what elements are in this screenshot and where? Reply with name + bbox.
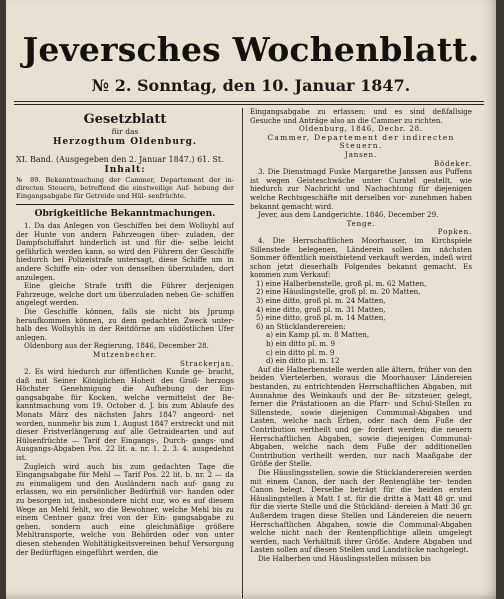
list-item: 6) an Stücklanderereien: (256, 321, 346, 331)
signature-popken: Popken. (437, 227, 472, 237)
list-item: a) ein Kamp pl. m. 8 Matten, (266, 330, 370, 340)
list-item: 3) eine ditto, groß pl. m. 24 Matten, (256, 296, 386, 306)
section-heading-obrigkeitliche: Obrigkeitliche Bekanntmachungen. (34, 209, 216, 219)
notice-2-date: Oldenburg, 1846, Decbr. 28. (299, 124, 423, 134)
sale-list (250, 280, 472, 366)
notice-4-paragraph-4: Die Halberben und Häuslingsstellen müssen bis (258, 553, 431, 563)
cammer-department: Cammer, Departement der indirecten Steuern. (267, 132, 455, 151)
notice-1-paragraph-2: Eine gleiche Strafe trifft die Führer derjenigen Fahrzeuge, welche dort um überzuladen neben Ge- schiffen angelegt werden. (16, 281, 234, 308)
notice-2-paragraph: 2. Es wird hiedurch zur öffentlichen Kunde ge- bracht, daß mit Seiner Königlichen Hoheit des Groß- herzogs Höchster Genehmigung die Aufhebung der Ein- gangsabgabe für Kocken, welche vermittelst der Be- kanntmachung vom 19. October d. J. bis zum Ablaufe des Monats März des nächsten Jahrs 1847 angeord- net worden, nunmehr bis zum 1. August 1847 erstreckt und mit dieser Fristverlängerung auf alle Getraidearten und auf Hülsenfrüchte — Tarif der Eingangs-, Durch- gangs- und Ausgangs-Abgaben Pos. 22 lit. a. nr. 1. 2. 3. 4. ausgedehnt ist. (16, 367, 234, 463)
signature-boedeker: Bödeker. (434, 158, 472, 168)
notice-1-paragraph: 1. Da das Anlegen von Geschiffen bei dem Wollsyhl auf der Hunte von andern Fahrzeugen über- zuladen, der Dampfschiffahrt hinderlich ist und für die- selbe leicht gefährlich werden kann, so wird den Führern der Geschiffe hiedurch bei Polizeistrafe untersagt, diese Schiffe um in andere Schiffe ein- oder von denselben überzuladen, dort anzulegen. (16, 221, 234, 282)
gesetzblatt-band: XI. Band. (Ausgegeben den 2. Januar 1847.) 61. St. (16, 155, 224, 164)
masthead-title: Jeversches Wochenblatt. (22, 30, 480, 69)
issue-line: № 2. Sonntag, den 10. Januar 1847. (91, 76, 411, 95)
notice-4-paragraph-2: Auf die Halberbenstelle werden alle ältern, früher von den beiden Viertelerben, woraus die Moorhauser Ländereien bestanden, zu entrichtenden Herrschaftlichen Abgaben, mit Ausnahme des Weinkaufs und der Be- sitzsteuer, gelegt, ferner die Prästationen an die Pfarr- und Schul-Stellen zu Sillenstede, sowie diejenigen Communal-Abgaben und Lasten, welche nach Erben, oder nach dem Fuße der Contribution vertheilt und ge- fordert werden; die neuern Herrschaftlichen Abgaben, sowie diejenigen Communal-Abgaben, welche nach dem Fuße der additionellen Contribution vertheilt werden, nur nach Maaßgabe der Größe der Stelle. (250, 364, 472, 469)
signature-jansen: Jansen. (345, 149, 377, 159)
left-column (16, 108, 234, 598)
notice-1-paragraph-3: Die Geschiffe können, falls sie nicht bis Jprump heraufkommen können, zu dem gedachten Zweck unter- halb des Wollsyhls in der Reitdörne am südöstlichen Ufer anlegen. (16, 306, 234, 342)
notice-3-date: Jever, aus dem Landgerichte. 1846, December 29. (258, 210, 439, 220)
signature-tenge: Tenge. (346, 218, 376, 228)
list-item: b) ein ditto pl. m. 9 (266, 339, 335, 349)
signature-strackerjan: Strackerjan. (179, 358, 234, 368)
notice-2-continued: Eingangsabgabe zu erlassen; und es sind deßfallsige Gesuche und Anträge also an die Cammer zu richten. (250, 108, 472, 125)
right-column (250, 108, 472, 598)
gesetzblatt-territory: Herzogthum Oldenburg. (52, 137, 198, 147)
gesetzblatt-title: Gesetzblatt (83, 112, 167, 127)
notice-3-paragraph: 3. Die Dienstmagd Fuske Margarethe Janssen aus Puffens ist wegen Geisteschwäche unter Curatel gestellt, wie hiedurch zur Nachricht und Nachachtung für diejenigen welche Rechtsgeschäfte mit derselben vor- zunehmen haben bekannt gemacht wird. (250, 167, 472, 211)
newspaper-page (6, 0, 496, 599)
list-item: 2) eine Häuslingstelle, groß pl. m. 20 Matten, (256, 287, 421, 297)
section-rule (16, 204, 234, 205)
list-item: d) ein ditto pl. m. 12 (266, 356, 340, 366)
notice-1-date: Oldenburg aus der Regierung, 1846, December 28. (24, 341, 209, 351)
signature-mutzenbecher: Mutzenbecher. (93, 349, 157, 359)
list-item: 1) eine Halberbenstelle, groß pl. m. 62 Matten, (256, 278, 427, 288)
gesetzblatt-sub: für das (111, 127, 139, 136)
notice-4-paragraph: 4. Die Herrschaftlichen Moorhauser, im Kirchspiele Sillenstede belegenen, Länderein sollen im nächsten Sommer öffentlich meistbietend verkauft werden, indeß wird schon jetzt dieserhalb Folgendes bekannt gemacht. Es kommen zum Verkauf: (250, 235, 472, 280)
inhalt-heading: Inhalt: (104, 165, 146, 175)
list-item: 4) eine ditto, groß pl. m. 31 Matten, (256, 304, 386, 314)
notice-4-paragraph-3: Die Häuslingsstellen, sowie die Stücklanderereien werden mit einem Canon, der nach der Rentengläbe ter- tenden Canon belegt. Derselbe beträgt für die beiden ersten Häuslingstellen à Matt 1 st. für die dritte à Matt 48 gr. und für die vierte Stelle und die Stückländ- dereien à Matt 36 gr. Außerdem tragen diese Stellen und Ländereien die neuern Herrschaftlichen Abgaben, sowie die Communal-Abgaben welche nicht nach der Rentenpflichtige allein umgelegt werden, nach Verhältniß ihrer Größe. Andere Abgaben und Lasten sollen auf diesen Stellen und Landstücke nachgelegt. (250, 467, 472, 555)
masthead-rule (14, 101, 484, 102)
notice-2-paragraph-2: Zugleich wird auch bis zum gedachten Tage die Eingangsabgabe für Mehl — Tarif Pos. 22 lit. b. nr. 2 — da zu einmaligem und den Ausländern nach auf- gang zu erlassen, wo ein persönlicher Bedürfniß vor- handen oder zu besorgen ist, insbesondere nicht nur, wo es auf diesem Wege an Mehl fehlt, wo die Bewohner, welche Mehl bis zu einem Centner ganz frei von der Ein- gangsabgabe zu gehen, sondern auch eine gleichmäßige größere Mehltransporte, welche von Behörden oder von unter diesen stehenden Wohltätigkeitsvereinen behuf Versorgung der Bedürftigen eingeführt werden, die (16, 461, 234, 557)
inhalt-entry: № 89. Bekanntmachung der Cammer, Departement der in- directen Steuern, betreffend die einstweilige Auf- hebung der Eingangsabgabe für Getreide und Hül- senfrüchte. (16, 176, 234, 200)
list-item: c) ein ditto pl. m. 9 (266, 347, 335, 357)
masthead-rule-thin (14, 104, 484, 105)
list-item: 5) eine ditto, groß pl. m. 14 Matten, (256, 313, 386, 323)
column-divider (242, 108, 243, 598)
